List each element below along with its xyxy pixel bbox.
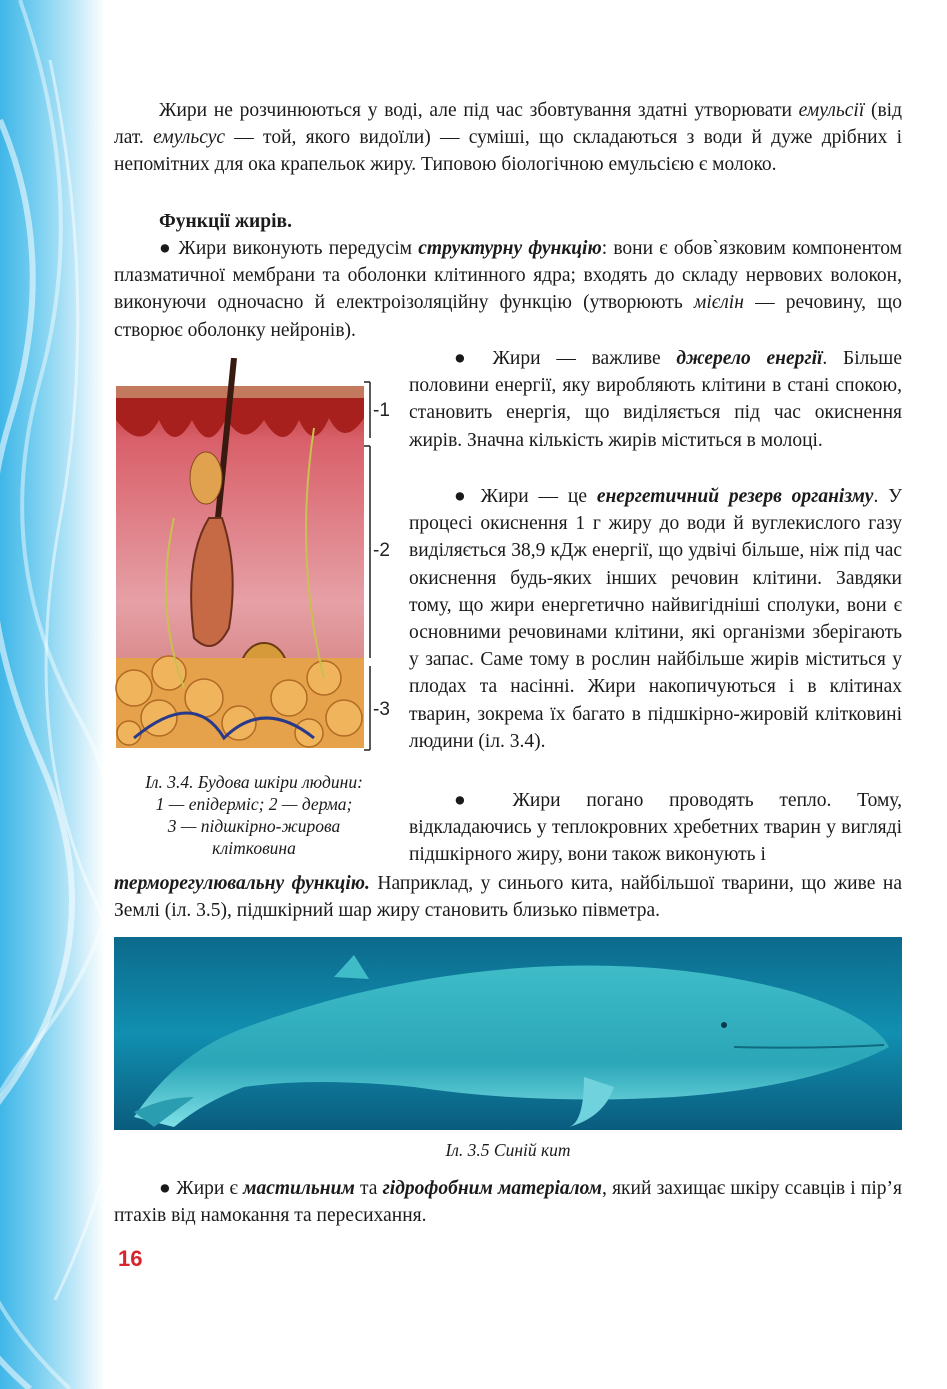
paragraph-thermoregulation-end (114, 870, 902, 924)
paragraph-energy-reserve (409, 483, 902, 755)
label-2: -2 (373, 540, 390, 561)
text: ● Жири є (159, 1178, 244, 1199)
text: Наприклад, у синього кита, найбільшої тварини, що живе на Землі (іл. 3.5), підшкірний шар жиру становить близько півметра. (114, 873, 902, 922)
text: : вони є обов`язковим компонентом плазматичної мембрани та оболонки клітинного ядра; входять до складу нервових волокон, виконуючи одночасно й електроізоляційну функцію (утворюють (114, 238, 902, 314)
caption-line: Іл. 3.4. Будова шкіри людини: (145, 772, 363, 792)
text: — речовину, що створює оболонку нейронів). (114, 292, 902, 341)
text: — той, якого видоїли) — суміші, що складаються з води й дуже дрібних і непомітних для ока крапельок жиру. Типовою біологічною емульсією є молоко. (114, 127, 902, 176)
blue-whale-photo (114, 937, 902, 1130)
text: . У процесі окиснення 1 г жиру до води й вуглекислого газу виділяється 38,9 кДж енергії, що удвічі більше, ніж під час окиснення будь-яких інших речовин клітини. Завдяки тому, що жири енергетично найвигідніші сполуки, вони є основними речовинами клітини, які організми зберігають у запас. Саме тому в рослин найбільше жирів міститься у плодах та насінні. Жири накопичуються і в клітинах тварин, зокрема їх багато в підшкірно-жировій клітковині людини (іл. 3.4). (409, 486, 902, 752)
figure-3-4-caption (114, 771, 394, 859)
paragraph-energy-source (409, 345, 902, 454)
term-structural-function: структурну функцію (418, 238, 602, 259)
term-energy-reserve: енергетичний резерв організму (596, 486, 874, 507)
text: ● Жири — це (454, 486, 597, 507)
term-myelin: мієлін (693, 292, 744, 314)
figure-3-5-caption: Іл. 3.5 Синій кит (445, 1140, 571, 1160)
section-heading: Функції жирів. (159, 211, 292, 232)
paragraph-lubricant (114, 1175, 902, 1229)
text: ● Жири виконують передусім (159, 238, 419, 259)
caption-line: 3 — підшкірно-жирова (167, 816, 341, 836)
text: , який захищає шкіру ссавців і пір’я птахів від намокання та пересихання. (114, 1178, 902, 1227)
label-3: -3 (373, 699, 390, 720)
term-latin: емульсус (153, 127, 226, 149)
term-hydrophobic: гідрофобним матеріалом (382, 1178, 603, 1199)
text: ● Жири погано проводять тепло. Тому, відкладаючись у теплокровних хребетних тварин у вигляді підшкірного жиру, вони також виконують і (409, 790, 902, 866)
term-energy-source: джерело енергії (676, 348, 823, 369)
text: та (354, 1178, 383, 1199)
term-emulsion: емульсії (798, 100, 865, 121)
page-number: 16 (118, 1246, 143, 1271)
paragraph-emulsion (114, 97, 902, 179)
text: (від лат. (114, 100, 903, 149)
term-lubricant: мастильним (243, 1178, 355, 1199)
paragraph-structural (114, 235, 902, 344)
caption-line: клітковина (212, 838, 296, 858)
text: Жири не розчинюються у воді, але під час збовтування здатні утворювати (159, 100, 799, 121)
decorative-left-edge (0, 0, 105, 1389)
label-1: -1 (373, 400, 390, 421)
caption-line: 1 — епідерміс; 2 — дерма; (155, 794, 353, 814)
wave-pattern-icon (0, 0, 105, 1389)
skin-structure-illustration (114, 358, 404, 758)
term-thermoregulation: терморегулювальну функцію. (114, 873, 370, 894)
paragraph-thermoregulation-start (409, 787, 902, 869)
text: ● Жири — важливе (454, 348, 677, 369)
text: . Більше половини енергії, яку виробляють клітини в стані спокою, становить енергія, що виділяється під час окиснення жирів. Значна кількість жирів міститься в молоці. (409, 348, 902, 451)
